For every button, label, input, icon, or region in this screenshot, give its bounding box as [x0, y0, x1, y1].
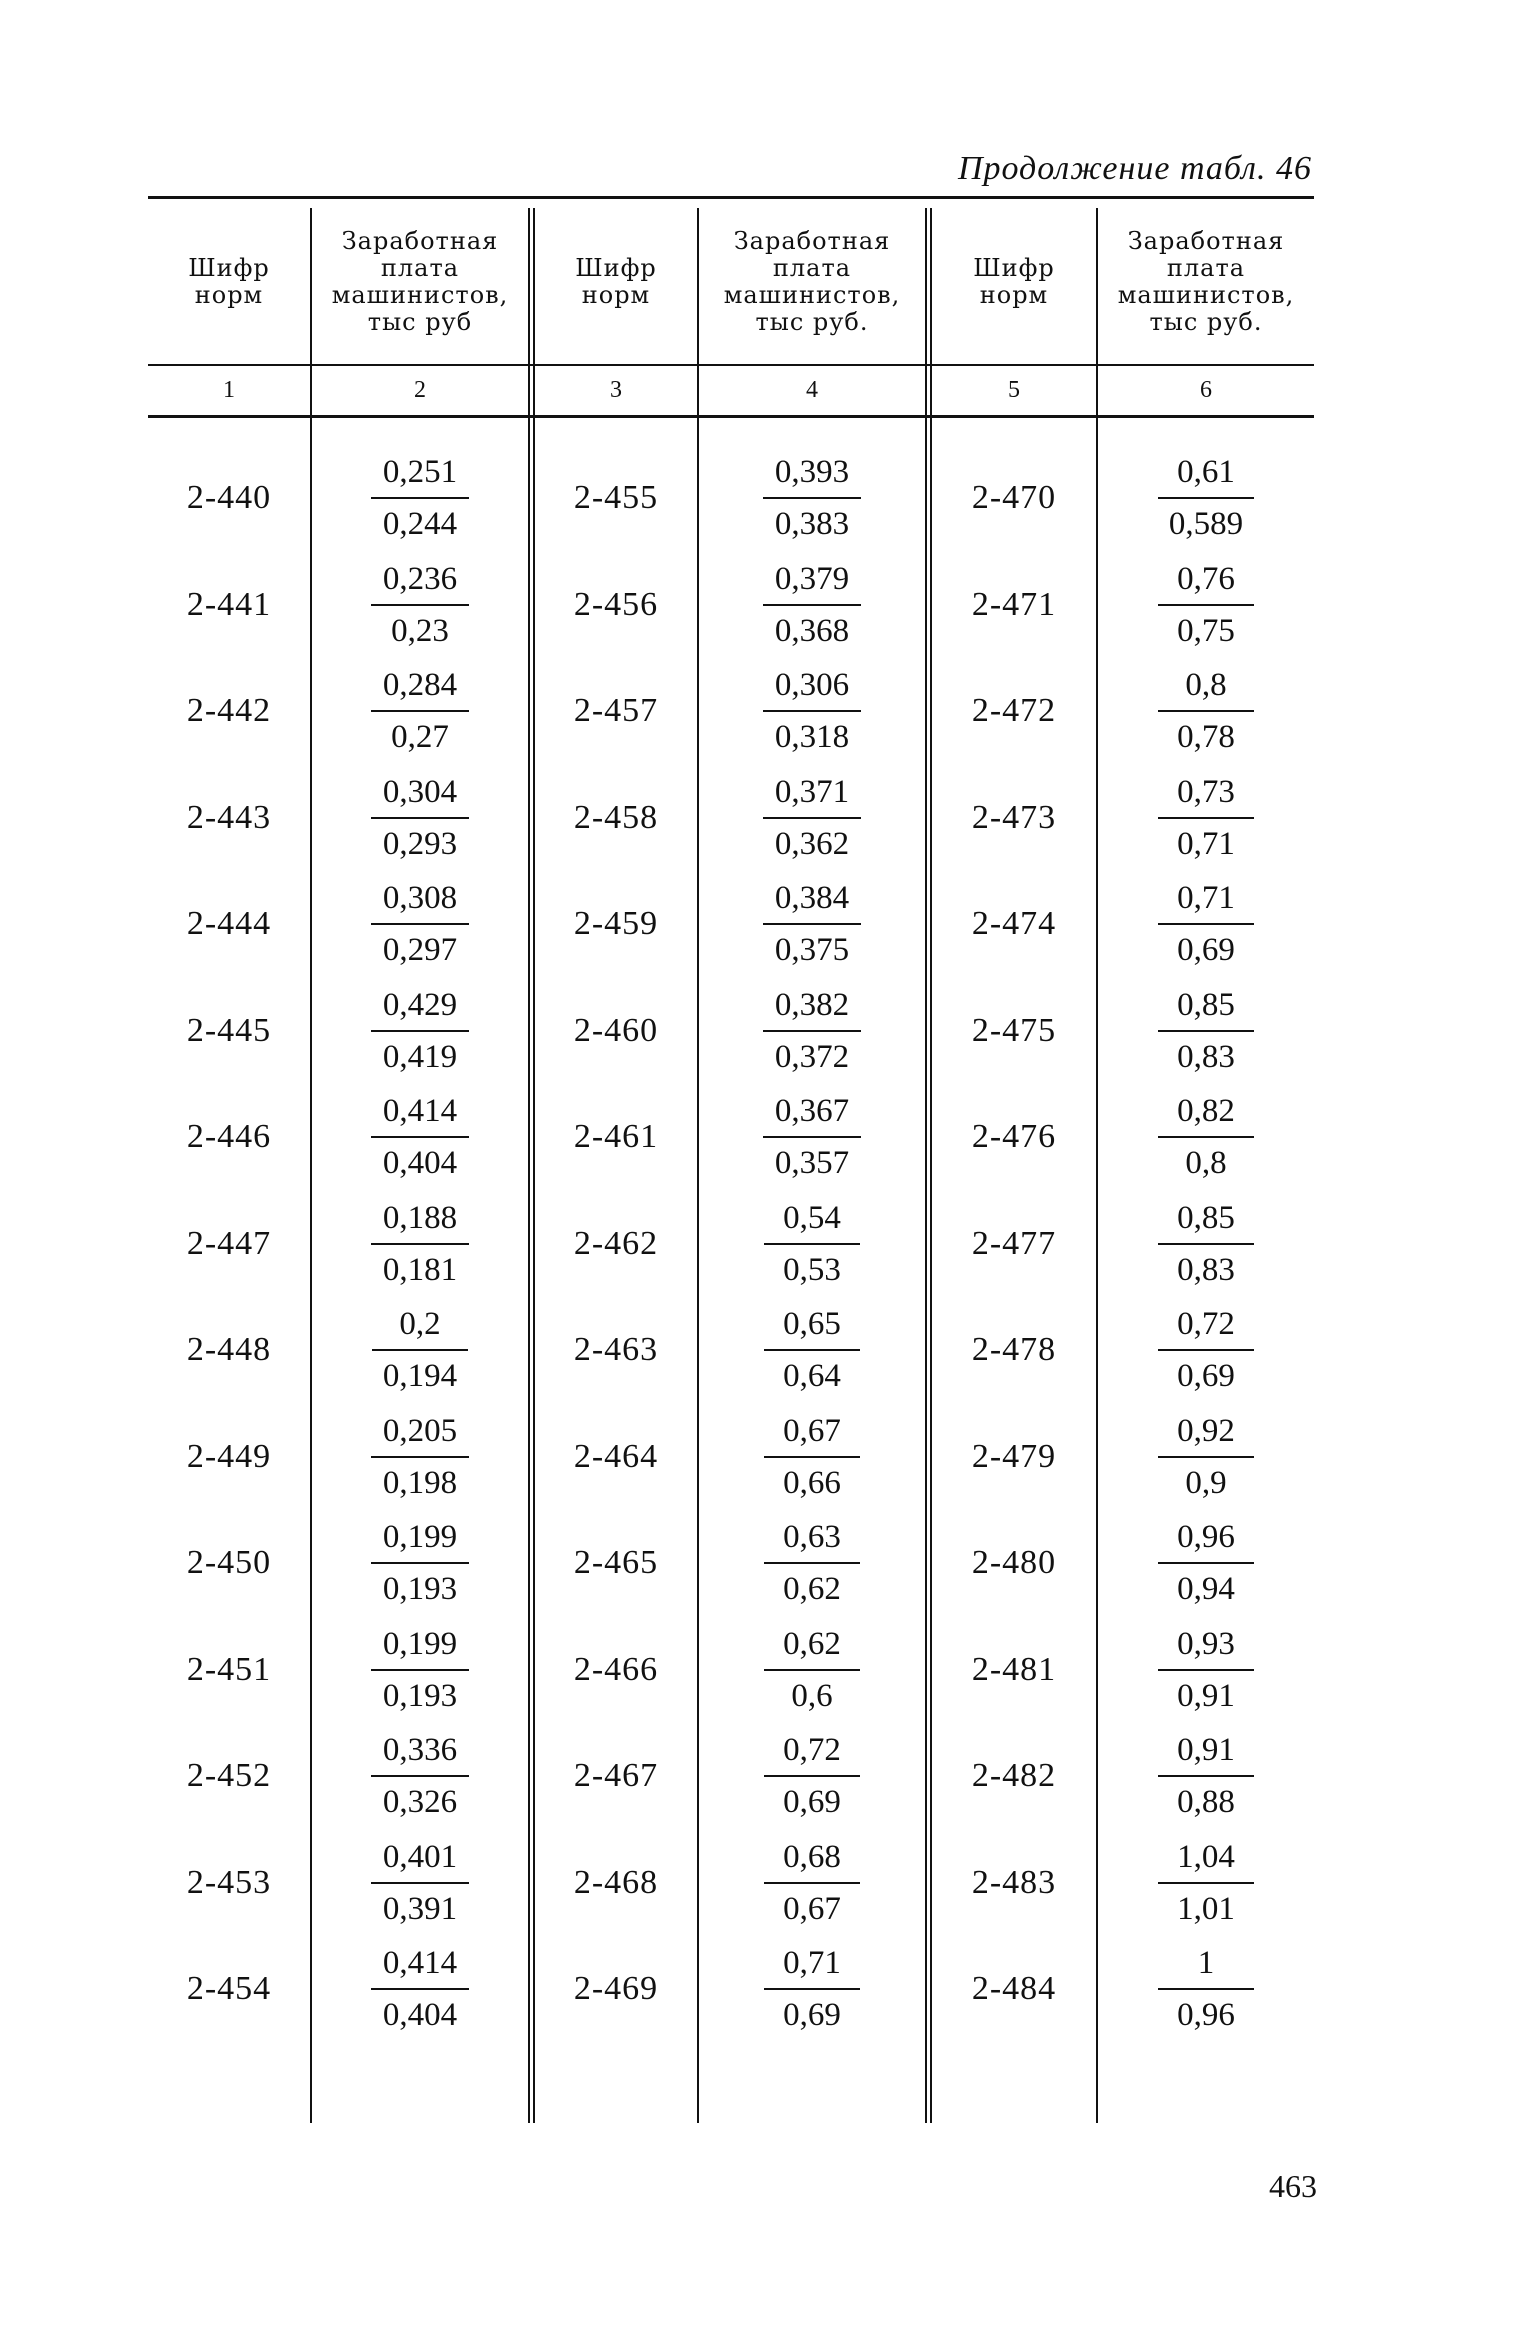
- wage-numerator: 0,414: [371, 1086, 469, 1138]
- wage-denominator: 0,69: [1177, 1358, 1235, 1394]
- wage-denominator: 0,83: [1177, 1038, 1235, 1075]
- column-number-6: 6: [1200, 376, 1212, 403]
- norm-code: 2-480: [971, 1544, 1057, 1581]
- header-rule: [148, 364, 1314, 366]
- wage-numerator: 0,62: [764, 1619, 860, 1671]
- column-number-1: 1: [223, 376, 235, 403]
- wage-numerator: 0,251: [371, 447, 469, 499]
- wage-fraction: [312, 1510, 528, 1616]
- wage-fraction: [699, 871, 925, 977]
- column-number-3: 3: [610, 376, 622, 403]
- wage-fraction: [699, 658, 925, 764]
- wage-denominator: 0,94: [1177, 1571, 1235, 1607]
- wage-numerator: 0,71: [1158, 873, 1254, 925]
- wage-numerator: 0,393: [763, 447, 861, 499]
- wage-fraction: [1098, 1617, 1314, 1723]
- wage-denominator: 0,75: [1177, 612, 1235, 649]
- wage-denominator: 0,96: [1177, 1997, 1235, 2033]
- norm-code: 2-479: [971, 1437, 1057, 1475]
- wage-fraction: [699, 1191, 925, 1297]
- wage-fraction: [1098, 1297, 1314, 1403]
- wage-numerator: 0,429: [371, 980, 469, 1032]
- header-code-2: Шифр норм: [575, 254, 657, 309]
- header-code-3: Шифр норм: [973, 254, 1055, 309]
- norm-code: 2-482: [971, 1757, 1057, 1794]
- wage-fraction: [1098, 1936, 1314, 2042]
- wage-fraction: [1098, 871, 1314, 977]
- wage-fraction: [699, 552, 925, 658]
- wage-denominator: 0,83: [1177, 1251, 1235, 1288]
- norm-code: 2-471: [971, 585, 1057, 623]
- wage-denominator: 0,181: [382, 1251, 458, 1288]
- column-number-rule: [148, 415, 1314, 418]
- wage-fraction: [1098, 1830, 1314, 1936]
- wage-fraction: [699, 978, 925, 1084]
- group-divider: [925, 208, 932, 2123]
- wage-numerator: 0,65: [764, 1299, 860, 1351]
- wage-denominator: 0,69: [1177, 932, 1235, 968]
- wage-numerator: 0,336: [371, 1725, 469, 1777]
- norm-code: 2-442: [186, 692, 272, 729]
- norm-code: 2-458: [573, 798, 659, 836]
- wage-fraction: [699, 1510, 925, 1616]
- table-caption: Продолжение табл. 46: [957, 150, 1312, 187]
- wage-denominator: 0,357: [774, 1145, 850, 1181]
- wage-numerator: 0,284: [371, 660, 469, 712]
- norm-code: 2-446: [186, 1118, 272, 1155]
- wage-fraction: [312, 1404, 528, 1510]
- wage-numerator: 0,304: [371, 767, 469, 819]
- wage-denominator: 0,368: [774, 612, 850, 649]
- wage-numerator: 0,72: [764, 1725, 860, 1777]
- wage-denominator: 0,8: [1185, 1145, 1227, 1181]
- wage-denominator: 0,297: [382, 932, 458, 968]
- wage-denominator: 0,383: [774, 506, 850, 542]
- wage-numerator: 0,61: [1158, 447, 1254, 499]
- header-wage-1: Заработная плата машинистов, тыс руб: [331, 227, 509, 336]
- norm-code: 2-478: [971, 1331, 1057, 1368]
- wage-fraction: [699, 1617, 925, 1723]
- wage-numerator: 0,199: [371, 1512, 469, 1564]
- wage-denominator: 0,6: [791, 1677, 833, 1714]
- norm-code: 2-447: [186, 1224, 272, 1262]
- wage-fraction: [1098, 978, 1314, 1084]
- wage-denominator: 0,404: [382, 1997, 458, 2033]
- wage-fraction: [699, 1723, 925, 1829]
- wage-fraction: [1098, 1084, 1314, 1190]
- norm-code: 2-474: [971, 905, 1057, 942]
- norm-code: 2-476: [971, 1118, 1057, 1155]
- wage-numerator: 0,367: [763, 1086, 861, 1138]
- wage-denominator: 0,69: [783, 1997, 841, 2033]
- norm-code: 2-481: [971, 1650, 1057, 1688]
- wage-fraction: [312, 871, 528, 977]
- wage-denominator: 0,71: [1177, 825, 1235, 862]
- wage-numerator: 0,199: [371, 1619, 469, 1671]
- norm-code: 2-462: [573, 1224, 659, 1262]
- wage-numerator: 0,63: [764, 1512, 860, 1564]
- wage-denominator: 0,27: [391, 719, 449, 755]
- norm-code: 2-464: [573, 1437, 659, 1475]
- header-wage-2: Заработная плата машинистов, тыс руб.: [723, 227, 901, 336]
- norm-code: 2-477: [971, 1224, 1057, 1262]
- norm-code: 2-460: [573, 1011, 659, 1049]
- wage-fraction: [312, 1297, 528, 1403]
- header-code-1: Шифр норм: [188, 254, 270, 309]
- wage-numerator: 0,85: [1158, 980, 1254, 1032]
- wage-denominator: 0,391: [382, 1890, 458, 1927]
- wage-denominator: 0,69: [783, 1784, 841, 1820]
- wage-denominator: 0,91: [1177, 1677, 1235, 1714]
- wage-numerator: 0,91: [1158, 1725, 1254, 1777]
- wage-fraction: [1098, 658, 1314, 764]
- wage-denominator: 0,62: [783, 1571, 841, 1607]
- wage-fraction: [312, 552, 528, 658]
- wage-denominator: 0,66: [783, 1464, 841, 1501]
- wage-fraction: [1098, 445, 1314, 551]
- wage-numerator: 0,71: [764, 1938, 860, 1990]
- norm-code: 2-484: [971, 1970, 1057, 2007]
- wage-fraction: [312, 1191, 528, 1297]
- wage-fraction: [312, 1723, 528, 1829]
- wage-numerator: 0,414: [371, 1938, 469, 1990]
- wage-numerator: 1,04: [1158, 1832, 1254, 1884]
- wage-denominator: 0,9: [1185, 1464, 1227, 1501]
- norm-code: 2-469: [573, 1970, 659, 2007]
- norm-code: 2-466: [573, 1650, 659, 1688]
- column-number-4: 4: [806, 376, 818, 403]
- wage-denominator: 0,244: [382, 506, 458, 542]
- wage-numerator: 0,382: [763, 980, 861, 1032]
- wage-denominator: 0,23: [391, 612, 449, 649]
- norm-code: 2-440: [186, 479, 272, 516]
- wage-fraction: [699, 765, 925, 871]
- wage-denominator: 0,78: [1177, 719, 1235, 755]
- wage-numerator: 0,96: [1158, 1512, 1254, 1564]
- norm-code: 2-450: [186, 1544, 272, 1581]
- wage-denominator: 0,326: [382, 1784, 458, 1820]
- wage-denominator: 1,01: [1177, 1890, 1235, 1927]
- norm-code: 2-444: [186, 905, 272, 942]
- wage-denominator: 0,193: [382, 1571, 458, 1607]
- norm-code: 2-483: [971, 1863, 1057, 1901]
- wage-numerator: 0,76: [1158, 554, 1254, 606]
- wage-fraction: [699, 1830, 925, 1936]
- norm-code: 2-475: [971, 1011, 1057, 1049]
- wage-denominator: 0,198: [382, 1464, 458, 1501]
- top-rule: [148, 196, 1314, 199]
- wage-numerator: 0,384: [763, 873, 861, 925]
- wage-denominator: 0,318: [774, 719, 850, 755]
- wage-numerator: 0,188: [371, 1193, 469, 1245]
- norm-code: 2-443: [186, 798, 272, 836]
- wage-numerator: 0,85: [1158, 1193, 1254, 1245]
- norm-code: 2-454: [186, 1970, 272, 2007]
- wage-fraction: [699, 1404, 925, 1510]
- wage-numerator: 1: [1158, 1938, 1254, 1990]
- norm-code: 2-459: [573, 905, 659, 942]
- page-number: 463: [1269, 2168, 1317, 2204]
- wage-denominator: 0,64: [783, 1358, 841, 1394]
- wage-denominator: 0,419: [382, 1038, 458, 1075]
- norm-code: 2-467: [573, 1757, 659, 1794]
- wage-numerator: 0,306: [763, 660, 861, 712]
- wage-fraction: [312, 1830, 528, 1936]
- norm-code: 2-461: [573, 1118, 659, 1155]
- wage-numerator: 0,93: [1158, 1619, 1254, 1671]
- norm-code: 2-465: [573, 1544, 659, 1581]
- wage-fraction: [312, 1084, 528, 1190]
- wage-numerator: 0,236: [371, 554, 469, 606]
- wage-fraction: [312, 445, 528, 551]
- norm-code: 2-453: [186, 1863, 272, 1901]
- header-wage-3: Заработная плата машинистов, тыс руб.: [1117, 227, 1295, 336]
- wage-numerator: 0,379: [763, 554, 861, 606]
- wage-fraction: [699, 1084, 925, 1190]
- wage-numerator: 0,54: [764, 1193, 860, 1245]
- wage-denominator: 0,372: [774, 1038, 850, 1075]
- wage-denominator: 0,293: [382, 825, 458, 862]
- wage-fraction: [699, 1936, 925, 2042]
- wage-fraction: [699, 1297, 925, 1403]
- wage-denominator: 0,67: [783, 1890, 841, 1927]
- column-number-5: 5: [1008, 376, 1020, 403]
- norm-code: 2-456: [573, 585, 659, 623]
- wage-numerator: 0,2: [372, 1299, 468, 1351]
- wage-numerator: 0,8: [1158, 660, 1254, 712]
- column-number-2: 2: [414, 376, 426, 403]
- wage-fraction: [312, 1617, 528, 1723]
- wage-fraction: [1098, 765, 1314, 871]
- wage-fraction: [312, 658, 528, 764]
- norm-code: 2-472: [971, 692, 1057, 729]
- wage-denominator: 0,88: [1177, 1784, 1235, 1820]
- wage-fraction: [699, 445, 925, 551]
- norm-code: 2-470: [971, 479, 1057, 516]
- wage-fraction: [1098, 1404, 1314, 1510]
- wage-numerator: 0,308: [371, 873, 469, 925]
- wage-denominator: 0,193: [382, 1677, 458, 1714]
- wage-numerator: 0,73: [1158, 767, 1254, 819]
- wage-fraction: [1098, 552, 1314, 658]
- wage-numerator: 0,67: [764, 1406, 860, 1458]
- wage-denominator: 0,194: [382, 1358, 458, 1394]
- wage-denominator: 0,375: [774, 932, 850, 968]
- norm-code: 2-449: [186, 1437, 272, 1475]
- wage-numerator: 0,401: [371, 1832, 469, 1884]
- norm-code: 2-468: [573, 1863, 659, 1901]
- wage-denominator: 0,362: [774, 825, 850, 862]
- wage-fraction: [312, 1936, 528, 2042]
- norm-code: 2-457: [573, 692, 659, 729]
- norm-code: 2-451: [186, 1650, 272, 1688]
- wage-numerator: 0,72: [1158, 1299, 1254, 1351]
- norm-code: 2-455: [573, 479, 659, 516]
- wage-numerator: 0,92: [1158, 1406, 1254, 1458]
- wage-denominator: 0,589: [1168, 506, 1244, 542]
- wage-denominator: 0,404: [382, 1145, 458, 1181]
- group-divider: [528, 208, 535, 2123]
- wage-numerator: 0,82: [1158, 1086, 1254, 1138]
- norm-code: 2-452: [186, 1757, 272, 1794]
- norm-code: 2-441: [186, 585, 272, 623]
- wage-fraction: [1098, 1191, 1314, 1297]
- wage-fraction: [1098, 1723, 1314, 1829]
- wage-denominator: 0,53: [783, 1251, 841, 1288]
- wage-numerator: 0,205: [371, 1406, 469, 1458]
- wage-numerator: 0,371: [763, 767, 861, 819]
- wage-fraction: [312, 978, 528, 1084]
- wage-fraction: [312, 765, 528, 871]
- wage-numerator: 0,68: [764, 1832, 860, 1884]
- norm-code: 2-473: [971, 798, 1057, 836]
- norm-code: 2-448: [186, 1331, 272, 1368]
- wage-fraction: [1098, 1510, 1314, 1616]
- norm-code: 2-463: [573, 1331, 659, 1368]
- norm-code: 2-445: [186, 1011, 272, 1049]
